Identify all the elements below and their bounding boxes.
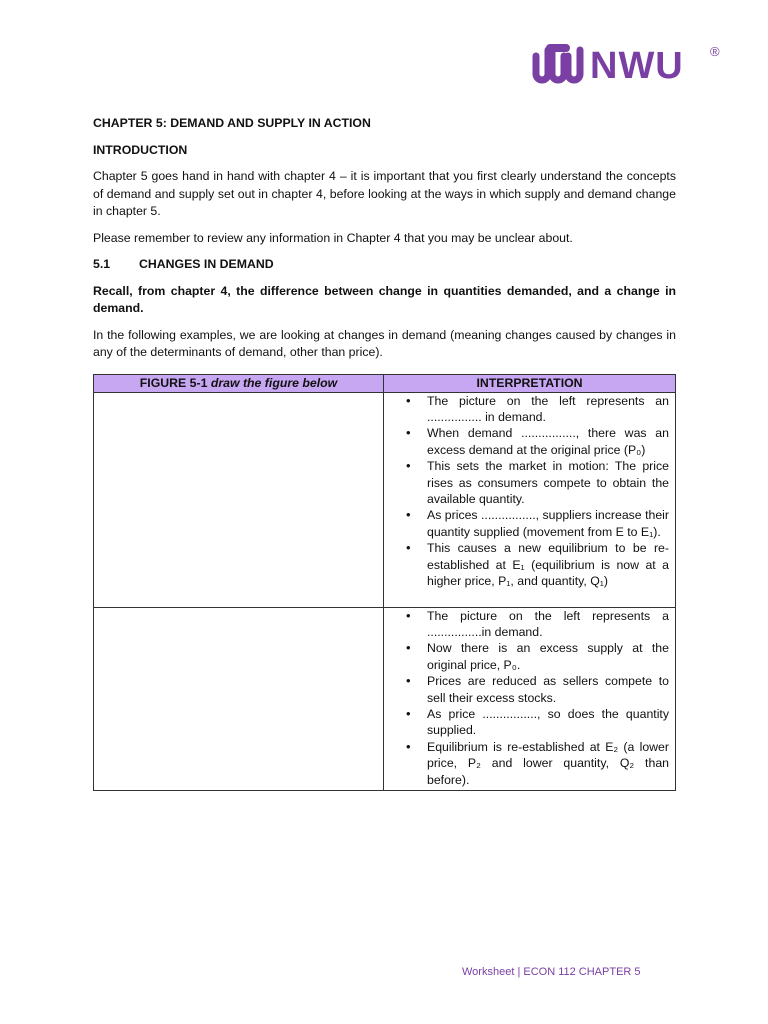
logo-text: NWU (590, 45, 684, 87)
list-item: • The picture on the left represents a ................in demand. (384, 608, 669, 641)
intro-heading: INTRODUCTION (93, 142, 188, 157)
list-item: • Now there is an excess supply at the original price, P₀. (384, 640, 669, 673)
section-number: 5.1 (93, 257, 111, 271)
document-body (93, 115, 676, 791)
remember-paragraph: Please remember to review any information in Chapter 4 that you may be unclear about. (93, 230, 573, 245)
examples-paragraph: In the following examples, we are looking at changes in demand (meaning changes caused by changes in any of the determinants of demand, other than price). (93, 327, 676, 359)
figure-drawing-area[interactable] (94, 392, 384, 607)
figure-header-instruction: draw the figure below (210, 375, 338, 390)
bullet-list (384, 608, 675, 788)
footer-right: ECON 112 CHAPTER 5 (523, 966, 641, 978)
list-item: • This sets the market in motion: The price rises as consumers compete to obtain the available quantity. (384, 458, 669, 507)
section-title: CHANGES IN DEMAND (139, 257, 274, 271)
figure-header (94, 374, 384, 392)
list-item: • When demand ................, there was an excess demand at the original price (P₀) (384, 425, 669, 458)
page-footer (462, 966, 641, 978)
nwu-logo (530, 40, 730, 90)
table-row (94, 607, 676, 790)
nwu-emblem-icon (530, 40, 586, 88)
bullet-list (384, 393, 675, 590)
figure-header-label: FIGURE 5-1 (139, 375, 211, 390)
list-item: • This causes a new equilibrium to be re-established at E₁ (equilibrium is now at a higher price, P₁, and quantity, Q₁) (384, 540, 669, 589)
list-item: • As prices ................, suppliers increase their quantity supplied (movement from E to E₁). (384, 507, 669, 540)
list-item: • Prices are reduced as sellers compete to sell their excess stocks. (384, 673, 669, 706)
chapter-heading: CHAPTER 5: DEMAND AND SUPPLY IN ACTION (93, 116, 371, 130)
interpretation-table (93, 374, 676, 791)
list-item: • As price ................, so does the quantity supplied. (384, 706, 669, 739)
interpretation-cell (384, 392, 676, 607)
list-item: • The picture on the left represents an ................ in demand. (384, 393, 669, 426)
table-header-row (94, 374, 676, 392)
recall-paragraph: Recall, from chapter 4, the difference between change in quantities demanded, and a change in demand. (93, 283, 676, 315)
list-item: • Equilibrium is re-established at E₂ (a lower price, P₂ and lower quantity, Q₂ than before). (384, 739, 669, 788)
figure-drawing-area[interactable] (94, 607, 384, 790)
footer-separator: | (517, 966, 521, 978)
interpretation-header: INTERPRETATION (384, 374, 676, 392)
intro-paragraph: Chapter 5 goes hand in hand with chapter 4 – it is important that you first clearly understand the concepts of demand and supply set out in chapter 4, before looking at the ways in which supply and demand change in chapter 5. (93, 169, 676, 218)
footer-left: Worksheet (462, 966, 515, 978)
table-row (94, 392, 676, 607)
registered-mark: ® (710, 44, 720, 59)
interpretation-cell (384, 607, 676, 790)
section-heading (93, 256, 676, 274)
